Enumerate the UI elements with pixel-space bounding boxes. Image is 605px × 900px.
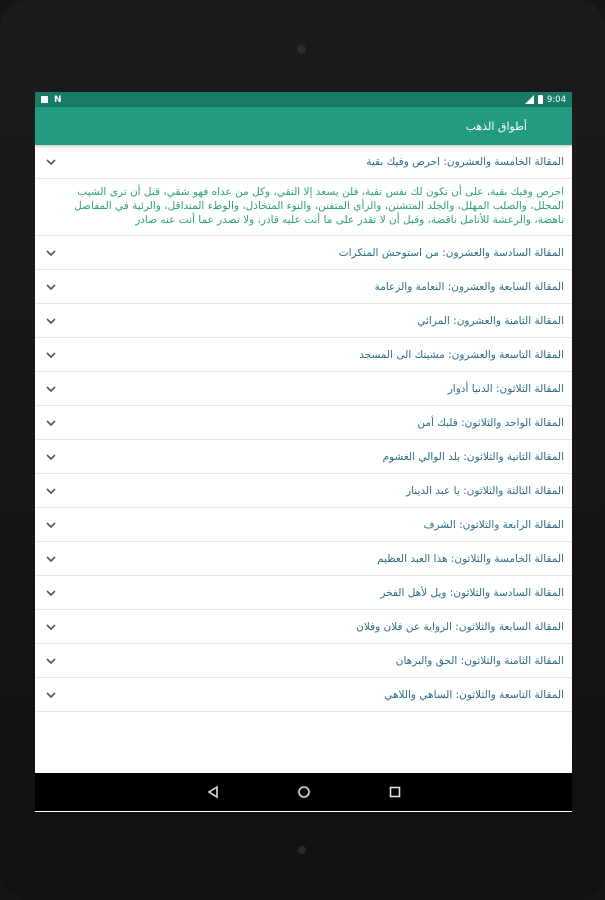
list-item[interactable]	[35, 270, 572, 304]
back-triangle-icon[interactable]	[205, 784, 221, 800]
list-item-title: المقالة الواحد والثلاثون: قلبك أمن	[417, 416, 564, 429]
article-list	[35, 145, 572, 712]
list-item[interactable]	[35, 474, 572, 508]
app-screen	[35, 92, 572, 812]
device-sensor	[298, 846, 306, 854]
expanded-content: احرص وفيك بقية، على أن تكون لك نفس تقية، فلن يسعد إلا التقي، وكل من عداه فهو شقي، قبل أن ترى الشيب المجلل، والصلب المهلل، والجلد المتشنن، والرأي المتفنن، والنوء المتخاذل، والوطء المتداقل، والرئية في المفاصل ناهضة، والرعشة للأنامل ناقضة، وقبل أن لا تقدر على ما أنت عليه قادر، ولا تصدر عما أنت عنه صادر	[35, 179, 572, 236]
chevron-down-icon[interactable]	[45, 689, 57, 701]
front-camera	[297, 45, 306, 54]
chevron-down-icon[interactable]	[45, 655, 57, 667]
list-item-title: المقالة السابعة والثلاثون: الرواية عن فلان وفلان	[356, 620, 564, 633]
signal-icon	[525, 95, 534, 104]
chevron-down-icon[interactable]	[45, 519, 57, 531]
list-item[interactable]	[35, 644, 572, 678]
list-item-title: المقالة السابعة والعشرون: النعامة والزعامة	[374, 280, 564, 293]
notification-n-icon: N	[54, 94, 62, 105]
list-item-title: المقالة التاسعة والعشرون: مشيتك الى المسجد	[359, 348, 564, 361]
list-item[interactable]	[35, 576, 572, 610]
app-title: أطواق الذهب	[465, 119, 527, 133]
home-circle-icon[interactable]	[296, 784, 312, 800]
list-item-title: المقالة الثانية والثلاثون: بلد الوالي الغشوم	[382, 450, 564, 463]
chevron-down-icon[interactable]	[45, 621, 57, 633]
list-item-title: المقالة التاسعة والثلاثون: الساهي واللاهي	[384, 688, 564, 701]
list-item-title: المقالة الخامسة والعشرون: احرص وفيك بقية	[366, 155, 564, 168]
recents-square-icon[interactable]	[387, 784, 403, 800]
list-item[interactable]	[35, 678, 572, 712]
list-item-title: المقالة الثامنة والعشرون: المرائي	[417, 314, 564, 327]
list-item[interactable]	[35, 440, 572, 474]
chevron-down-icon[interactable]	[45, 383, 57, 395]
status-time: 9:04	[546, 94, 566, 105]
chevron-down-icon[interactable]	[45, 247, 57, 259]
list-item[interactable]	[35, 372, 572, 406]
list-item-title: المقالة السادسة والعشرون: من استوحش المنكرات	[338, 246, 564, 259]
list-item-title: المقالة السادسة والثلاثون: ويل لأهل الفخر	[380, 586, 564, 599]
status-bar	[35, 92, 572, 107]
list-item[interactable]	[35, 542, 572, 576]
chevron-down-icon[interactable]	[45, 451, 57, 463]
battery-icon	[538, 95, 543, 104]
app-bar	[35, 107, 572, 145]
chevron-down-icon[interactable]	[45, 315, 57, 327]
chevron-down-icon[interactable]	[45, 553, 57, 565]
list-item-title: المقالة الثالثة والثلاثون: يا عبد الدينار	[406, 484, 564, 497]
chevron-down-icon[interactable]	[45, 417, 57, 429]
chevron-down-icon[interactable]	[45, 587, 57, 599]
list-item-expanded[interactable]	[35, 145, 572, 179]
chevron-down-icon[interactable]	[45, 349, 57, 361]
list-item-title: المقالة الثلاثون: الدنيا أدوار	[447, 382, 564, 395]
list-item-title: المقالة الثامنة والثلاثون: الحق والبرهان	[395, 654, 564, 667]
chevron-down-icon[interactable]	[45, 281, 57, 293]
list-item[interactable]	[35, 508, 572, 542]
list-item[interactable]	[35, 338, 572, 372]
list-item-title: المقالة الخامسة والثلاثون: هذا العبد العظيم	[377, 552, 564, 565]
notification-square-icon	[41, 96, 48, 103]
list-item[interactable]	[35, 610, 572, 644]
chevron-down-icon[interactable]	[45, 156, 57, 168]
list-item[interactable]	[35, 236, 572, 270]
list-item[interactable]	[35, 406, 572, 440]
list-item-title: المقالة الرابعة والثلاثون: الشرف	[423, 518, 564, 531]
chevron-down-icon[interactable]	[45, 485, 57, 497]
list-item[interactable]	[35, 304, 572, 338]
navigation-bar	[35, 773, 572, 811]
